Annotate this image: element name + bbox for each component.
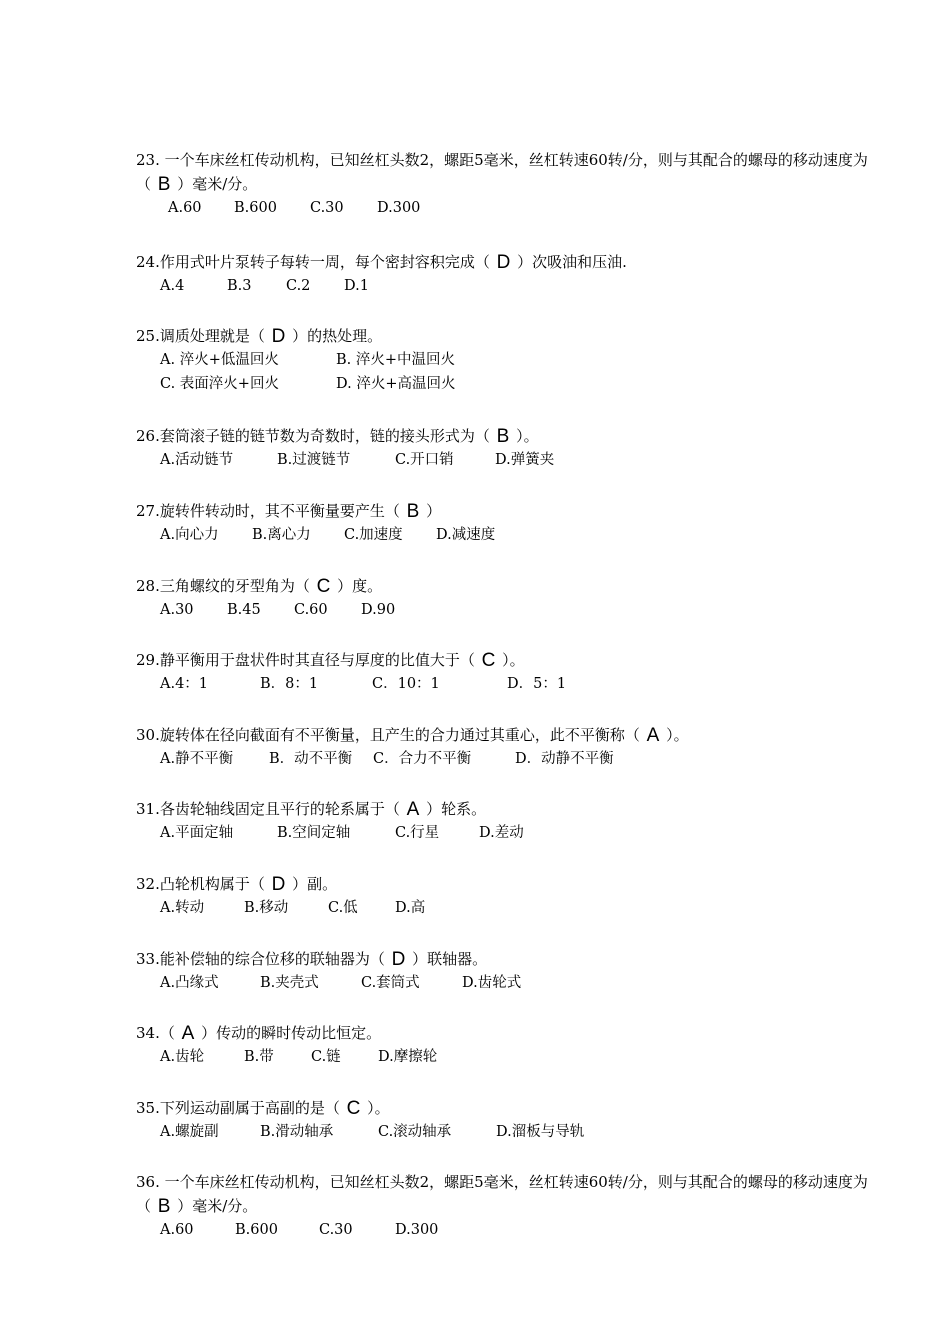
option-c: C.30 — [319, 1222, 353, 1238]
stem-text-end: ）。 — [497, 651, 525, 669]
options-row — [136, 274, 876, 298]
option-d: D.齿轮式 — [462, 975, 522, 991]
option-b: B.600 — [234, 200, 277, 216]
option-c: C.链 — [311, 1049, 341, 1065]
options-row — [136, 196, 876, 220]
option-d: D.摩擦轮 — [378, 1049, 438, 1065]
question-35 — [136, 1096, 876, 1144]
option-a: A.向心力 — [160, 527, 219, 543]
option-a: A.齿轮 — [160, 1049, 205, 1065]
options-row — [136, 1218, 876, 1242]
stem-text-end: ）副。 — [287, 875, 338, 893]
question-stem — [136, 148, 876, 196]
option-c: C.滚动轴承 — [378, 1124, 452, 1140]
stem-text: 29.静平衡用于盘状件时其直径与厚度的比值大于（ — [136, 651, 480, 669]
stem-text: 31.各齿轮轴线固定且平行的轮系属于（ — [136, 800, 405, 818]
question-stem — [136, 872, 876, 896]
option-a: A. 淬火+低温回火 — [160, 352, 279, 368]
option-c: C.30 — [310, 200, 344, 216]
stem-text: 32.凸轮机构属于（ — [136, 875, 270, 893]
question-34 — [136, 1021, 876, 1069]
option-d: D.300 — [395, 1222, 439, 1238]
options-row — [136, 1120, 876, 1144]
stem-text: 33.能补偿轴的综合位移的联轴器为（ — [136, 950, 390, 968]
stem-text-end: ）传动的瞬时传动比恒定。 — [196, 1024, 382, 1042]
question-stem — [136, 424, 876, 448]
option-b: B. 淬火+中温回火 — [336, 352, 456, 368]
option-b: B.空间定轴 — [277, 825, 351, 841]
stem-text: 34.（ — [136, 1024, 180, 1042]
question-stem — [136, 723, 876, 747]
options-row — [136, 971, 876, 995]
option-d: D. 淬火+高温回火 — [336, 376, 456, 392]
question-33 — [136, 947, 876, 995]
question-25 — [136, 324, 876, 396]
stem-text: 25.调质处理就是（ — [136, 327, 270, 345]
option-b: B．动不平衡 — [269, 751, 353, 767]
option-d: D.溜板与导轨 — [496, 1124, 585, 1140]
option-c: C．合力不平衡 — [373, 751, 472, 767]
question-stem — [136, 324, 876, 348]
options-row — [136, 821, 876, 845]
option-c: C.2 — [286, 278, 311, 294]
option-b: B.3 — [227, 278, 252, 294]
stem-text-end: ）。 — [511, 427, 539, 445]
option-b: B．8：1 — [260, 676, 319, 692]
option-d: D.差动 — [479, 825, 524, 841]
answer-letter: D — [271, 874, 286, 895]
stem-text-end: ）次吸油和压油. — [512, 253, 627, 271]
option-c: C.开口销 — [395, 452, 454, 468]
option-d: D．动静不平衡 — [515, 751, 614, 767]
stem-text-end: ）的热处理。 — [287, 327, 383, 345]
question-stem — [136, 1096, 876, 1120]
option-a: A.转动 — [160, 900, 205, 916]
option-a: A.60 — [168, 200, 202, 216]
question-stem — [136, 250, 876, 274]
option-a: A.螺旋副 — [160, 1124, 219, 1140]
option-b: B.滑动轴承 — [260, 1124, 334, 1140]
answer-letter: C — [316, 576, 331, 597]
option-d: D.减速度 — [436, 527, 496, 543]
option-c: C.行星 — [395, 825, 440, 841]
options-row — [136, 747, 876, 771]
option-c: C.套筒式 — [361, 975, 420, 991]
option-c: C.60 — [294, 602, 328, 618]
question-stem — [136, 499, 876, 523]
option-c: C．10：1 — [372, 676, 440, 692]
option-d: D．5：1 — [507, 676, 567, 692]
option-b: B.夹壳式 — [260, 975, 319, 991]
stem-text-end: ）轮系。 — [421, 800, 487, 818]
answer-letter: C — [346, 1098, 361, 1119]
question-36 — [136, 1170, 876, 1242]
question-stem — [136, 1170, 876, 1218]
options-row — [136, 672, 876, 696]
question-29 — [136, 648, 876, 696]
question-stem — [136, 797, 876, 821]
options-row — [136, 896, 876, 920]
answer-letter: D — [496, 252, 511, 273]
options-row — [136, 372, 876, 396]
stem-text: 24.作用式叶片泵转子每转一周，每个密封容积完成（ — [136, 253, 495, 271]
answer-letter: B — [406, 501, 420, 522]
options-row — [136, 598, 876, 622]
question-23 — [136, 148, 876, 220]
option-a: A.平面定轴 — [160, 825, 234, 841]
options-row — [136, 1045, 876, 1069]
option-d: D.弹簧夹 — [495, 452, 555, 468]
answer-letter: B — [496, 426, 510, 447]
stem-text: 35.下列运动副属于高副的是（ — [136, 1099, 345, 1117]
option-b: B.600 — [235, 1222, 278, 1238]
option-a: A.30 — [160, 602, 194, 618]
question-stem — [136, 1021, 876, 1045]
option-a: A.凸缘式 — [160, 975, 219, 991]
stem-text: 30.旋转体在径向截面有不平衡量，且产生的合力通过其重心，此不平衡称（ — [136, 726, 645, 744]
option-d: D.90 — [361, 602, 396, 618]
question-26 — [136, 424, 876, 472]
stem-text-end: ）度。 — [332, 577, 383, 595]
question-stem — [136, 574, 876, 598]
options-row — [136, 523, 876, 547]
option-b: B.离心力 — [252, 527, 311, 543]
question-30 — [136, 723, 876, 771]
question-31 — [136, 797, 876, 845]
options-row — [136, 448, 876, 472]
option-d: D.1 — [344, 278, 369, 294]
answer-letter: A — [646, 725, 660, 746]
question-stem — [136, 947, 876, 971]
option-c: C.加速度 — [344, 527, 403, 543]
stem-text-end: ）。 — [362, 1099, 390, 1117]
stem-text: 26.套筒滚子链的链节数为奇数时，链的接头形式为（ — [136, 427, 495, 445]
answer-letter: A — [181, 1023, 195, 1044]
option-c: C. 表面淬火+回火 — [160, 376, 279, 392]
option-a: A.4：1 — [160, 676, 209, 692]
question-32 — [136, 872, 876, 920]
answer-letter: B — [157, 174, 171, 195]
stem-text-end: ） — [421, 502, 442, 520]
answer-letter: D — [271, 326, 286, 347]
question-24 — [136, 250, 876, 298]
option-a: A.活动链节 — [160, 452, 234, 468]
option-b: B.45 — [227, 602, 261, 618]
option-b: B.移动 — [244, 900, 289, 916]
stem-text-end: ）毫米/分。 — [172, 1197, 258, 1215]
option-d: D.高 — [395, 900, 426, 916]
stem-text-end: ）毫米/分。 — [172, 175, 258, 193]
answer-letter: C — [481, 650, 496, 671]
stem-text-end: ）联轴器。 — [407, 950, 488, 968]
option-b: B.带 — [244, 1049, 274, 1065]
option-a: A.4 — [160, 278, 185, 294]
answer-letter: B — [157, 1196, 171, 1217]
stem-text-end: ）。 — [661, 726, 689, 744]
stem-text: 28.三角螺纹的牙型角为（ — [136, 577, 315, 595]
option-a: A.静不平衡 — [160, 751, 234, 767]
answer-letter: D — [391, 949, 406, 970]
question-stem — [136, 648, 876, 672]
stem-text: 27.旋转件转动时，其不平衡量要产生（ — [136, 502, 405, 520]
answer-letter: A — [406, 799, 420, 820]
options-row — [136, 348, 876, 372]
stem-text: 23. 一个车床丝杠传动机构，已知丝杠头数2，螺距5毫米，丝杠转速60转/分，则与其配合的螺母的移动速度为（ — [136, 151, 868, 193]
question-27 — [136, 499, 876, 547]
stem-text: 36. 一个车床丝杠传动机构，已知丝杠头数2，螺距5毫米，丝杠转速60转/分，则与其配合的螺母的移动速度为（ — [136, 1173, 868, 1215]
question-28 — [136, 574, 876, 622]
option-c: C.低 — [328, 900, 358, 916]
option-a: A.60 — [160, 1222, 194, 1238]
option-d: D.300 — [377, 200, 421, 216]
option-b: B.过渡链节 — [277, 452, 351, 468]
